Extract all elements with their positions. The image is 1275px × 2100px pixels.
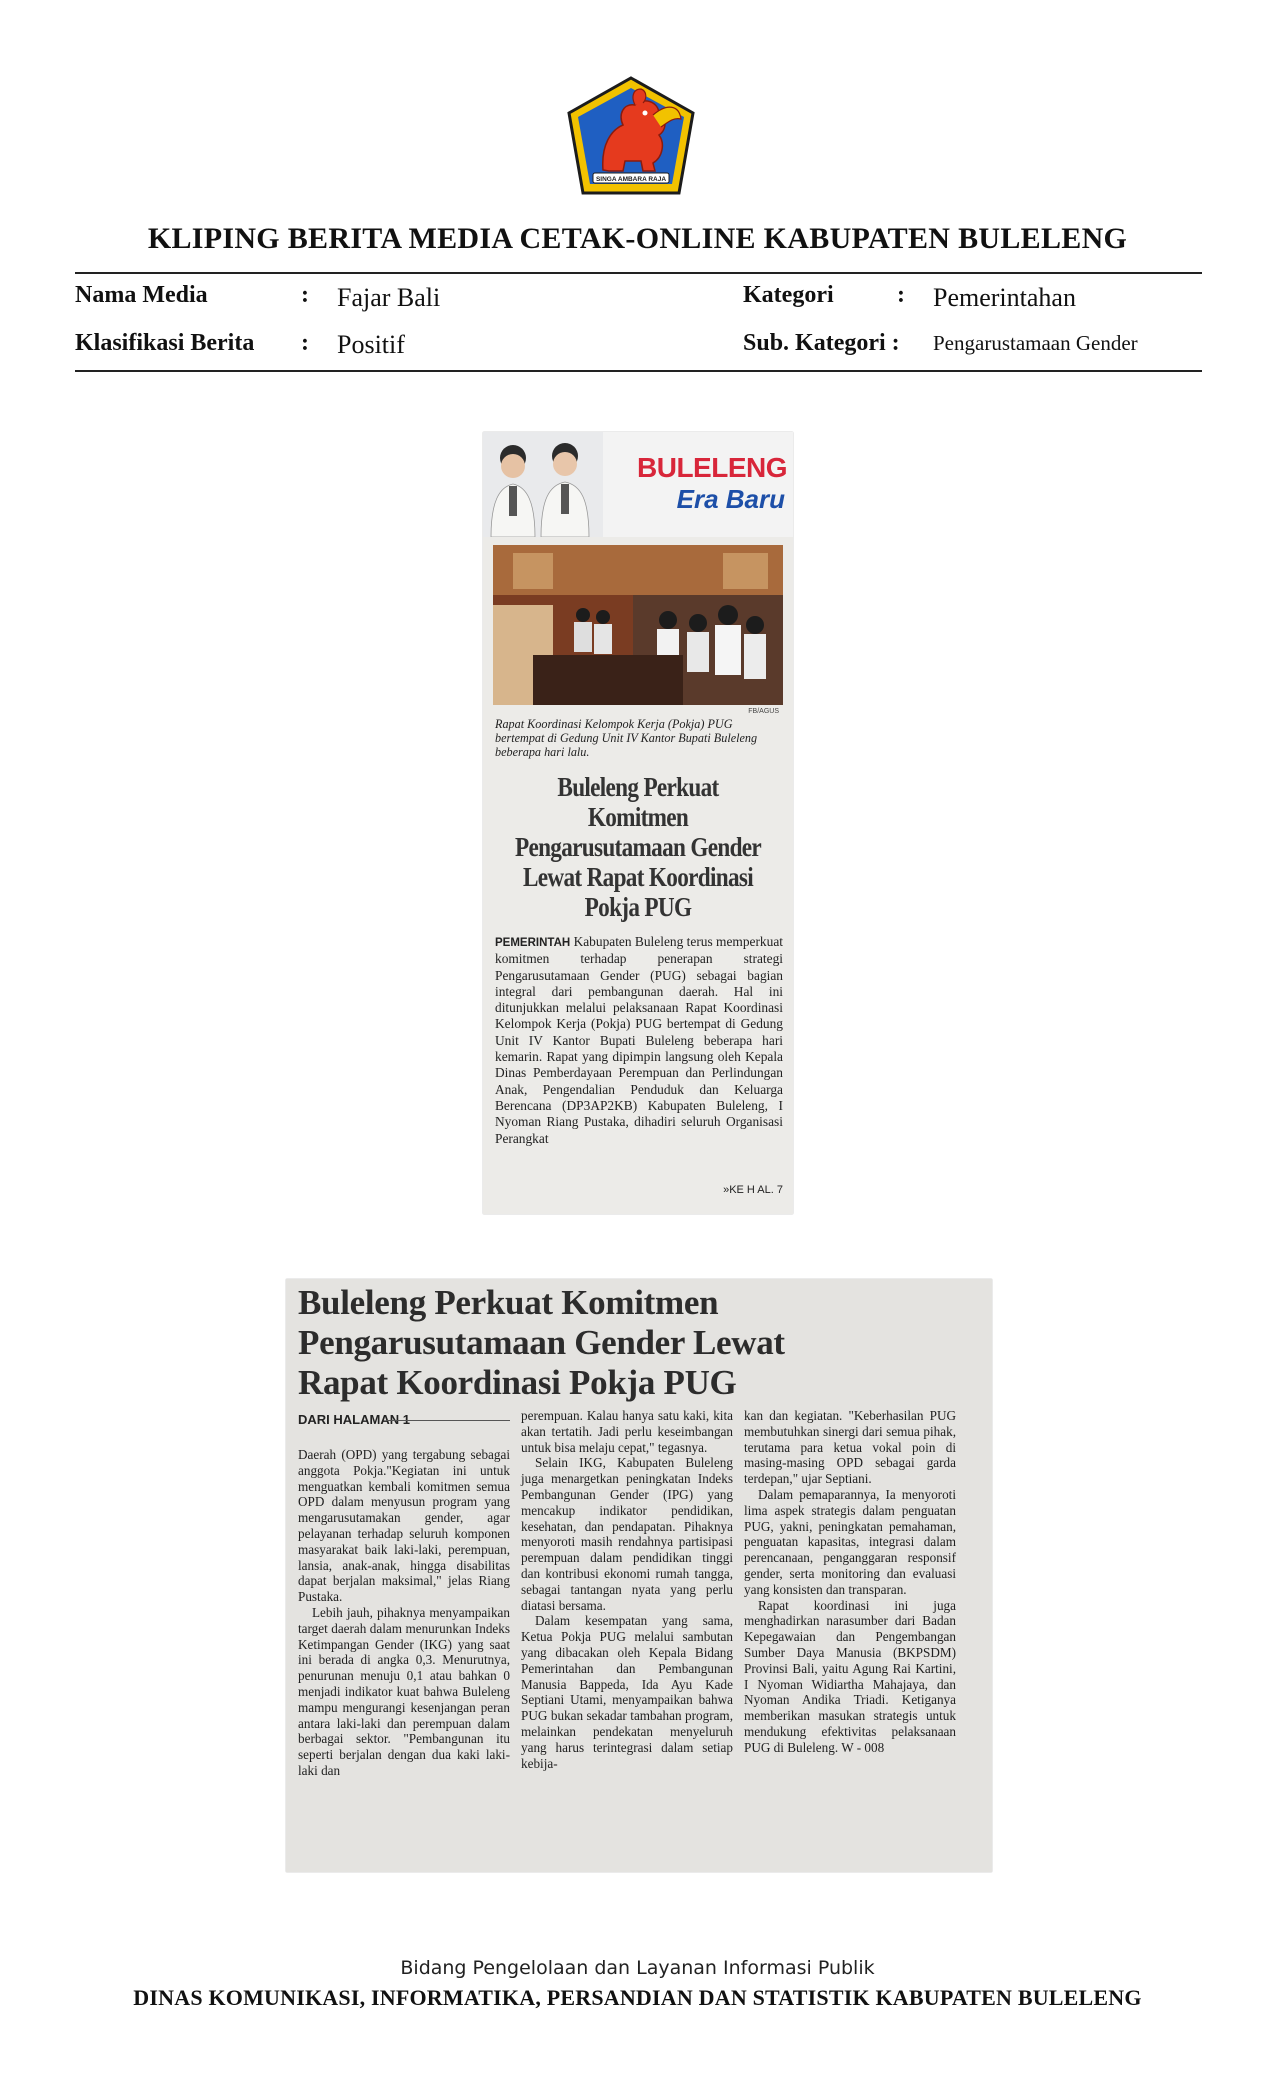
officials-portrait [483,432,603,537]
continuation-headline [298,1283,988,1403]
col3-paragraph-1: kan dan kegiatan. "Keberhasilan PUG membutuhkan sinergi dari semua pihak, terutama para ketua vokal poin di masing-masing OPD sebagai garda terdepan," ujar Septiani. [744,1408,956,1487]
category-value: Pemerintahan [933,283,1076,312]
front-page-clipping [483,432,793,1214]
continued-text: KE H AL. 7 [729,1184,783,1196]
media-name-value: Fajar Bali [337,283,441,312]
continued-marker [723,1184,783,1196]
media-name-label: Nama Media [75,282,208,308]
sub-category-value: Pengarustamaan Gender [933,331,1138,355]
double-chevron-icon: » [723,1184,730,1196]
front-body-text: Kabupaten Buleleng terus memperkuat komitmen terhadap penerapan strategi Pengarusutamaan Gender (PUG) sebagai bagian integral dari pembangunan daerah. Hal ini ditunjukkan melalui pelaksanaan Rapat Koordinasi Kelompok Kerja (Pokja) PUG bertempat di Gedung Unit IV Kantor Bupati Buleleng beberapa hari kemarin. Rapat yang dipimpin langsung oleh Kepala Dinas Pemberdayaan Perempuan dan Perlindungan Anak, Pengendalian Penduduk dan Keluarga Berencana (DP3AP2KB) Kabupaten Buleleng, I Nyoman Riang Pustaka, dihadiri seluruh Organisasi Perangkat [495,934,783,1146]
front-body [495,934,783,1147]
logo-motto: SINGA AMBARA RAJA [595,176,667,183]
column-brand-subtitle: Era Baru [676,484,785,514]
headline-line-2: Pengarusutamaan Gender Lewat [298,1323,785,1362]
col2-paragraph-2: Selain IKG, Kabupaten Buleleng juga menargetkan peningkatan Indeks Pembangunan Gender (IPG) yang mencakup indikator pendidikan, kesehatan, dan pendapatan. Pihaknya menyoroti masih rendahnya partisipasi perempuan dalam pendidikan tinggi dan kontribusi ekonomi rumah tangga, sebagai tantangan nyata yang perlu diatasi bersama. [521,1455,733,1613]
col3-paragraph-3: Rapat koordinasi ini juga menghadirkan narasumber dari Badan Kepegawaian dan Pengembangan Sumber Daya Manusia (BKPSDM) Provinsi Bali, yaitu Agung Rai Kartini, I Nyoman Widiartha Mahajaya, dan Nyoman Andika Triadi. Ketiganya memberikan masukan strategis untuk mendukung efektivitas pelaksanaan PUG di Buleleng. W - 008 [744,1597,956,1755]
classification-label: Klasifikasi Berita [75,330,255,356]
front-lead-word: PEMERINTAH [495,937,571,949]
photo-credit: FB/AGUS [748,708,779,715]
header-top-rule [75,272,1202,274]
headline-line-3: Rapat Koordinasi Pokja PUG [298,1363,737,1402]
article-column-3 [744,1408,956,1756]
headline-line-1: Buleleng Perkuat Komitmen [298,1283,719,1322]
meeting-photo [493,545,783,705]
article-column-1 [298,1447,510,1779]
col2-paragraph-3: Dalam kesempatan yang sama, Ketua Pokja PUG melalui sambutan yang dibacakan oleh Kepala Bidang Pemerintahan dan Pembangunan Manusia Bappeda, Ida Ayu Kade Septiani Utami, menyampaikan bahwa PUG bukan sekadar tambahan program, melainkan pendekatan menyeluruh yang harus terintegrasi dalam setiap kebija- [521,1613,733,1771]
col2-paragraph-1: perempuan. Kalau hanya satu kaki, kita akan tertatih. Jadi perlu keseimbangan untuk bisa melaju cepat," tegasnya. [521,1408,733,1455]
continuation-clipping [286,1279,992,1872]
front-headline: Buleleng Perkuat Komitmen Pengarusutamaan Gender Lewat Rapat Koordinasi Pokja PUG [514,772,762,922]
from-page-rule [386,1420,510,1421]
col1-paragraph-1: Daerah (OPD) yang tergabung sebagai anggota Pokja."Kegiatan ini untuk menguatkan kembali komitmen semua OPD dalam menyusun program yang mengarusutamakan gender, agar pelayanan terhadap seluruh komponen masyarakat baik laki-laki, perempuan, lansia, anak-anak, hingga disabilitas dapat berjalan maksimal," jelas Riang Pustaka. [298,1447,510,1605]
classification-value: Positif [337,330,405,359]
article-column-2 [521,1408,733,1771]
photo-caption: Rapat Koordinasi Kelompok Kerja (Pokja) PUG bertempat di Gedung Unit IV Kantor Bupati Buleleng beberapa hari lalu. [495,717,758,759]
col3-paragraph-2: Dalam pemaparannya, Ia menyoroti lima aspek strategis dalam penguatan PUG, yakni, peningkatan pemahaman, penguatan kapasitas, integrasi dalam perencanaan, penganggaran responsif gender, serta monitoring dan evaluasi yang konsisten dan transparan. [744,1486,956,1597]
page-title: KLIPING BERITA MEDIA CETAK-ONLINE KABUPATEN BULELENG [147,222,1128,255]
column-brand-title: BULELENG [637,452,787,483]
footer-division: Bidang Pengelolaan dan Layanan Informasi Publik [400,1957,875,1979]
classification-colon: : [301,330,309,356]
footer-agency: DINAS KOMUNIKASI, INFORMATIKA, PERSANDIAN DAN STATISTIK KABUPATEN BULELENG [133,1985,1142,2010]
header-bottom-rule [75,370,1202,372]
buleleng-regency-logo [563,75,699,201]
category-colon: : [897,282,905,308]
col1-paragraph-2: Lebih jauh, pihaknya menyampaikan target daerah dalam menurunkan Indeks Ketimpangan Gender (IKG) yang saat ini berada di angka 0,3. Menurutnya, penurunan menuju 0,1 atau bahkan 0 menjadi indikator kuat bahwa Buleleng mampu mengurangi kesenjangan peran antara laki-laki dan perempuan dalam berbagai sektor. "Pembangunan itu seperti berjalan dengan dua kaki laki-laki dan [298,1604,510,1778]
media-name-colon: : [301,282,309,308]
sub-category-label: Sub. Kategori : [743,330,900,356]
column-banner [483,432,793,537]
from-page-label: DARI HALAMAN 1 [298,1412,410,1427]
category-label: Kategori [743,282,834,308]
